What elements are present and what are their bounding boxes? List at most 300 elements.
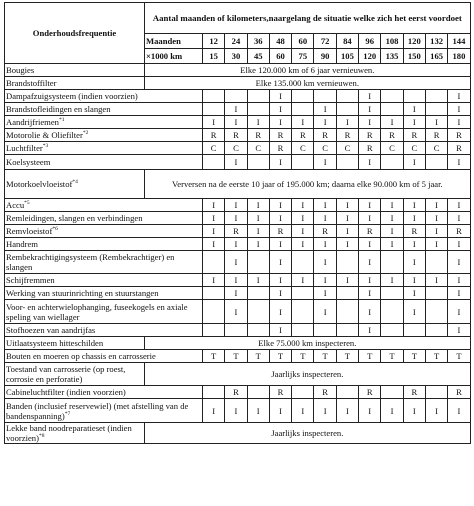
interval-cell: I (336, 225, 358, 238)
interval-cell: R (269, 225, 291, 238)
interval-cell: I (269, 300, 291, 324)
interval-cell: I (314, 238, 336, 251)
interval-cell (247, 287, 269, 300)
interval-cell (292, 300, 314, 324)
month-header-cell: 108 (381, 34, 403, 49)
item-label (5, 386, 203, 399)
interval-cell (292, 324, 314, 337)
item-label (5, 103, 203, 116)
interval-cell: C (247, 142, 269, 155)
schedule-row (5, 324, 471, 337)
interval-cell: I (359, 399, 381, 423)
interval-cell (336, 103, 358, 116)
schedule-row (5, 64, 471, 77)
schedule-row (5, 155, 471, 170)
interval-cell: I (203, 199, 225, 212)
interval-cell: I (269, 116, 291, 129)
interval-cell (425, 90, 447, 103)
interval-cell: I (203, 238, 225, 251)
item-label (5, 170, 145, 199)
item-label-text: Motorolie & Oliefilter (6, 130, 83, 140)
interval-cell: I (269, 287, 291, 300)
month-header-cell: 12 (203, 34, 225, 49)
interval-cell: I (336, 274, 358, 287)
interval-cell: I (448, 116, 470, 129)
interval-cell: I (225, 300, 247, 324)
interval-cell: R (314, 225, 336, 238)
interval-cell: C (381, 142, 403, 155)
schedule-row (5, 212, 471, 225)
schedule-row (5, 386, 471, 399)
item-label (5, 225, 203, 238)
item-label (5, 238, 203, 251)
interval-cell: C (225, 142, 247, 155)
interval-cell (203, 324, 225, 337)
interval-cell: T (448, 350, 470, 363)
interval-cell: I (247, 399, 269, 423)
interval-cell: I (292, 238, 314, 251)
schedule-row (5, 199, 471, 212)
month-header-cell: 120 (403, 34, 425, 49)
schedule-row (5, 90, 471, 103)
item-label-text: Remleidingen, slangen en verbindingen (6, 213, 143, 223)
interval-cell: C (425, 142, 447, 155)
item-label-text: Brandstofleidingen en slangen (6, 104, 111, 114)
interval-cell: I (403, 116, 425, 129)
interval-cell: T (225, 350, 247, 363)
interval-cell: I (225, 287, 247, 300)
schedule-row (5, 170, 471, 199)
interval-cell: I (403, 287, 425, 300)
interval-cell: I (247, 212, 269, 225)
interval-cell: R (269, 129, 291, 142)
km-header-cell: 105 (336, 49, 358, 64)
interval-cell: I (425, 116, 447, 129)
km-header-cell: 60 (269, 49, 291, 64)
interval-cell: I (203, 225, 225, 238)
item-label (5, 399, 203, 423)
interval-cell: I (448, 238, 470, 251)
interval-cell (381, 251, 403, 274)
item-label-text: Toestand van carrosserie (op roest, corrosie en perforatie) (6, 364, 126, 384)
interval-cell (292, 287, 314, 300)
interval-cell: R (292, 129, 314, 142)
interval-cell: R (448, 225, 470, 238)
item-label (5, 251, 203, 274)
interval-cell: I (359, 155, 381, 170)
interval-cell: I (269, 199, 291, 212)
interval-cell: I (314, 212, 336, 225)
interval-cell: I (448, 251, 470, 274)
item-label-text: Lekke band noodreparatieset (indien voorzien) (6, 423, 132, 443)
interval-cell (292, 251, 314, 274)
km-header-cell: 135 (381, 49, 403, 64)
interval-cell: I (225, 274, 247, 287)
schedule-row (5, 300, 471, 324)
interval-cell: R (381, 129, 403, 142)
interval-cell: I (292, 199, 314, 212)
interval-cell: I (403, 274, 425, 287)
item-label-text: Bouten en moeren op chassis en carrosserie (6, 351, 156, 361)
interval-note: Jaarlijks inspecteren. (145, 363, 471, 386)
footnote-marker: *3 (42, 143, 49, 150)
interval-cell (381, 155, 403, 170)
item-label-text: Banden (inclusief reservewiel) (met afstelling van de bandenspanning) (6, 400, 189, 421)
interval-cell (225, 324, 247, 337)
interval-cell: T (247, 350, 269, 363)
km-header-cell: 75 (292, 49, 314, 64)
item-label-text: Remvloeistof (6, 226, 53, 236)
schedule-row (5, 238, 471, 251)
interval-cell: I (381, 116, 403, 129)
interval-cell: I (314, 300, 336, 324)
interval-cell (381, 324, 403, 337)
footnote-marker: *4 (72, 179, 78, 186)
km-header-cell: 90 (314, 49, 336, 64)
item-label-text: Motorkoelvloeistof (6, 179, 73, 189)
interval-cell: T (269, 350, 291, 363)
interval-cell: I (403, 103, 425, 116)
interval-cell: T (203, 350, 225, 363)
interval-cell: I (359, 251, 381, 274)
interval-cell (425, 155, 447, 170)
schedule-row (5, 350, 471, 363)
interval-cell: I (336, 212, 358, 225)
schedule-row (5, 274, 471, 287)
interval-cell: I (381, 212, 403, 225)
interval-cell: R (225, 129, 247, 142)
item-label (5, 90, 203, 103)
interval-cell: T (336, 350, 358, 363)
item-label-text: Dampafzuigsysteem (indien voorzien) (6, 91, 138, 101)
interval-cell: I (314, 251, 336, 274)
interval-cell: I (203, 116, 225, 129)
interval-cell: I (269, 103, 291, 116)
schedule-row (5, 287, 471, 300)
interval-cell: I (247, 199, 269, 212)
interval-cell: I (247, 238, 269, 251)
interval-cell (336, 251, 358, 274)
interval-cell: I (448, 274, 470, 287)
interval-note: Elke 75.000 km inspecteren. (145, 337, 471, 350)
item-label (5, 199, 203, 212)
interval-cell: I (359, 212, 381, 225)
interval-cell: I (359, 324, 381, 337)
schedule-row (5, 142, 471, 155)
item-label (5, 337, 145, 350)
interval-cell (381, 103, 403, 116)
item-label (5, 212, 203, 225)
interval-cell: R (425, 129, 447, 142)
interval-cell: I (448, 155, 470, 170)
item-label-text: Werking van stuurinrichting en stuurstangen (6, 288, 159, 298)
interval-cell: I (269, 324, 291, 337)
interval-cell: I (381, 238, 403, 251)
schedule-row (5, 103, 471, 116)
item-label (5, 116, 203, 129)
interval-cell: I (225, 399, 247, 423)
interval-cell: I (403, 199, 425, 212)
item-label (5, 64, 145, 77)
item-label-text: Rembekrachtigingsysteem (Rembekrachtiger) en slangen (6, 252, 175, 272)
interval-cell: R (403, 129, 425, 142)
schedule-row (5, 129, 471, 142)
item-label (5, 155, 203, 170)
interval-cell (381, 386, 403, 399)
interval-cell (314, 90, 336, 103)
interval-cell: I (403, 238, 425, 251)
interval-cell: I (359, 238, 381, 251)
interval-cell (203, 103, 225, 116)
interval-cell: I (269, 238, 291, 251)
interval-cell (381, 90, 403, 103)
schedule-row (5, 337, 471, 350)
interval-cell (247, 324, 269, 337)
interval-cell: T (381, 350, 403, 363)
item-label (5, 77, 145, 90)
interval-cell: I (314, 103, 336, 116)
interval-cell: I (359, 199, 381, 212)
interval-cell: I (314, 116, 336, 129)
months-label: Maanden (145, 34, 203, 49)
interval-cell: I (359, 90, 381, 103)
item-label-text: Cabineluchtfilter (indien voorzien) (6, 387, 126, 397)
item-label-text: Bougies (6, 65, 35, 75)
interval-cell: R (403, 386, 425, 399)
interval-cell: I (448, 199, 470, 212)
item-label-text: Luchtfilter (6, 143, 43, 153)
schedule-body (5, 64, 471, 444)
interval-cell (336, 90, 358, 103)
interval-cell (336, 287, 358, 300)
interval-cell: I (381, 274, 403, 287)
interval-cell: R (269, 142, 291, 155)
month-header-cell: 96 (359, 34, 381, 49)
interval-cell (247, 300, 269, 324)
item-label-text: Aandrijfriemen (6, 117, 59, 127)
item-label-text: Uitlaatsysteem hitteschilden (6, 338, 104, 348)
interval-cell (203, 90, 225, 103)
interval-cell: I (381, 199, 403, 212)
schedule-row (5, 251, 471, 274)
interval-cell: I (425, 199, 447, 212)
interval-cell (425, 324, 447, 337)
interval-cell: I (448, 399, 470, 423)
interval-cell: R (314, 386, 336, 399)
interval-cell: R (448, 142, 470, 155)
interval-cell: I (359, 300, 381, 324)
km-label: ×1000 km (145, 49, 203, 64)
interval-cell: C (403, 142, 425, 155)
interval-note: Jaarlijks inspecteren. (145, 423, 471, 444)
interval-cell (203, 386, 225, 399)
interval-cell (425, 300, 447, 324)
km-header-cell: 180 (448, 49, 470, 64)
interval-cell: C (336, 142, 358, 155)
interval-cell: I (225, 116, 247, 129)
interval-cell (203, 300, 225, 324)
interval-note: Verversen na de eerste 10 jaar of 195.000 km; daarna elke 90.000 km of 5 jaar. (145, 170, 471, 199)
interval-cell: I (203, 274, 225, 287)
interval-cell: I (292, 399, 314, 423)
interval-cell: I (292, 116, 314, 129)
interval-cell: I (269, 90, 291, 103)
interval-cell: I (314, 399, 336, 423)
interval-cell: I (448, 324, 470, 337)
item-label (5, 274, 203, 287)
interval-cell: I (314, 274, 336, 287)
item-label-text: Voor- en achterwielophanging, fuseekogels en axiale speling van wiellager (6, 301, 188, 322)
interval-cell: I (269, 399, 291, 423)
month-header-cell: 24 (225, 34, 247, 49)
interval-cell (247, 155, 269, 170)
schedule-row (5, 225, 471, 238)
interval-cell: R (314, 129, 336, 142)
schedule-row (5, 423, 471, 444)
footnote-marker: *6 (52, 226, 58, 233)
interval-cell (247, 103, 269, 116)
maintenance-schedule-table (4, 2, 471, 444)
item-label (5, 324, 203, 337)
km-header-cell: 45 (247, 49, 269, 64)
interval-cell (247, 90, 269, 103)
interval-cell: R (269, 386, 291, 399)
interval-cell: I (425, 399, 447, 423)
interval-cell: I (336, 399, 358, 423)
interval-cell (381, 300, 403, 324)
interval-cell: T (425, 350, 447, 363)
interval-cell: I (403, 155, 425, 170)
interval-cell (292, 386, 314, 399)
interval-cell: R (359, 225, 381, 238)
interval-cell: I (425, 212, 447, 225)
interval-cell: I (403, 399, 425, 423)
footnote-marker: *2 (82, 130, 89, 137)
interval-cell: R (247, 129, 269, 142)
month-header-cell: 132 (425, 34, 447, 49)
interval-note: Elke 135.000 km vernieuwen. (145, 77, 471, 90)
interval-cell: I (448, 103, 470, 116)
item-label-text: Handrem (6, 239, 38, 249)
item-label (5, 423, 145, 444)
item-label (5, 129, 203, 142)
item-label-text: Stofhoezen van aandrijfas (6, 325, 96, 335)
interval-cell: I (336, 238, 358, 251)
interval-cell: C (314, 142, 336, 155)
interval-cell: R (336, 129, 358, 142)
interval-cell: I (359, 287, 381, 300)
interval-cell: R (359, 142, 381, 155)
interval-cell (292, 90, 314, 103)
item-label-text: Brandstoffilter (6, 78, 57, 88)
item-label-text: Koelsysteem (6, 157, 51, 167)
interval-cell (336, 386, 358, 399)
item-label-text: Accu (6, 200, 25, 210)
interval-cell (425, 386, 447, 399)
interval-cell: T (292, 350, 314, 363)
interval-cell: I (269, 274, 291, 287)
interval-cell: I (292, 274, 314, 287)
interval-cell (203, 287, 225, 300)
interval-cell: I (336, 116, 358, 129)
interval-cell: I (269, 251, 291, 274)
interval-cell: I (381, 399, 403, 423)
interval-cell: I (225, 238, 247, 251)
interval-cell: I (225, 103, 247, 116)
interval-cell (381, 287, 403, 300)
interval-cell: I (247, 116, 269, 129)
interval-title: Aantal maanden of kilometers,naargelang de situatie welke zich het eerst voordoet (145, 3, 471, 34)
footnote-marker: *5 (24, 200, 30, 207)
interval-cell (336, 300, 358, 324)
interval-cell: I (425, 274, 447, 287)
footnote-marker: *1 (58, 117, 65, 124)
month-header-cell: 48 (269, 34, 291, 49)
interval-cell: R (448, 386, 470, 399)
schedule-row (5, 399, 471, 423)
interval-cell: I (269, 212, 291, 225)
interval-cell: I (448, 212, 470, 225)
interval-cell (314, 324, 336, 337)
interval-cell (292, 103, 314, 116)
item-label-text: Schijfremmen (6, 275, 55, 285)
interval-cell: I (292, 212, 314, 225)
frequency-header: Onderhoudsfrequentie (5, 3, 145, 64)
month-header-cell: 36 (247, 34, 269, 49)
interval-cell: C (292, 142, 314, 155)
month-header-cell: 72 (314, 34, 336, 49)
interval-cell (336, 324, 358, 337)
interval-cell: R (359, 386, 381, 399)
interval-cell: I (448, 287, 470, 300)
interval-cell (247, 251, 269, 274)
interval-cell: I (225, 251, 247, 274)
interval-cell: I (448, 90, 470, 103)
interval-cell: R (448, 129, 470, 142)
interval-cell: I (314, 155, 336, 170)
km-header-cell: 165 (425, 49, 447, 64)
interval-cell (203, 251, 225, 274)
interval-cell: I (359, 103, 381, 116)
interval-cell: I (292, 225, 314, 238)
interval-cell: I (269, 155, 291, 170)
km-header-cell: 120 (359, 49, 381, 64)
interval-cell: I (203, 399, 225, 423)
item-label (5, 287, 203, 300)
interval-cell: C (203, 142, 225, 155)
interval-cell (403, 324, 425, 337)
month-header-cell: 60 (292, 34, 314, 49)
interval-cell: I (381, 225, 403, 238)
interval-cell: R (203, 129, 225, 142)
interval-cell (225, 90, 247, 103)
interval-cell: I (403, 212, 425, 225)
item-label (5, 350, 203, 363)
interval-cell: I (425, 238, 447, 251)
interval-cell: R (403, 225, 425, 238)
interval-note: Elke 120.000 km of 6 jaar vernieuwen. (145, 64, 471, 77)
interval-cell: I (403, 251, 425, 274)
interval-cell: T (359, 350, 381, 363)
interval-cell (336, 155, 358, 170)
month-header-cell: 144 (448, 34, 470, 49)
footnote-marker: *8 (38, 433, 45, 440)
interval-cell: I (448, 300, 470, 324)
item-label (5, 142, 203, 155)
interval-cell: I (336, 199, 358, 212)
interval-cell: T (314, 350, 336, 363)
km-header-cell: 30 (225, 49, 247, 64)
